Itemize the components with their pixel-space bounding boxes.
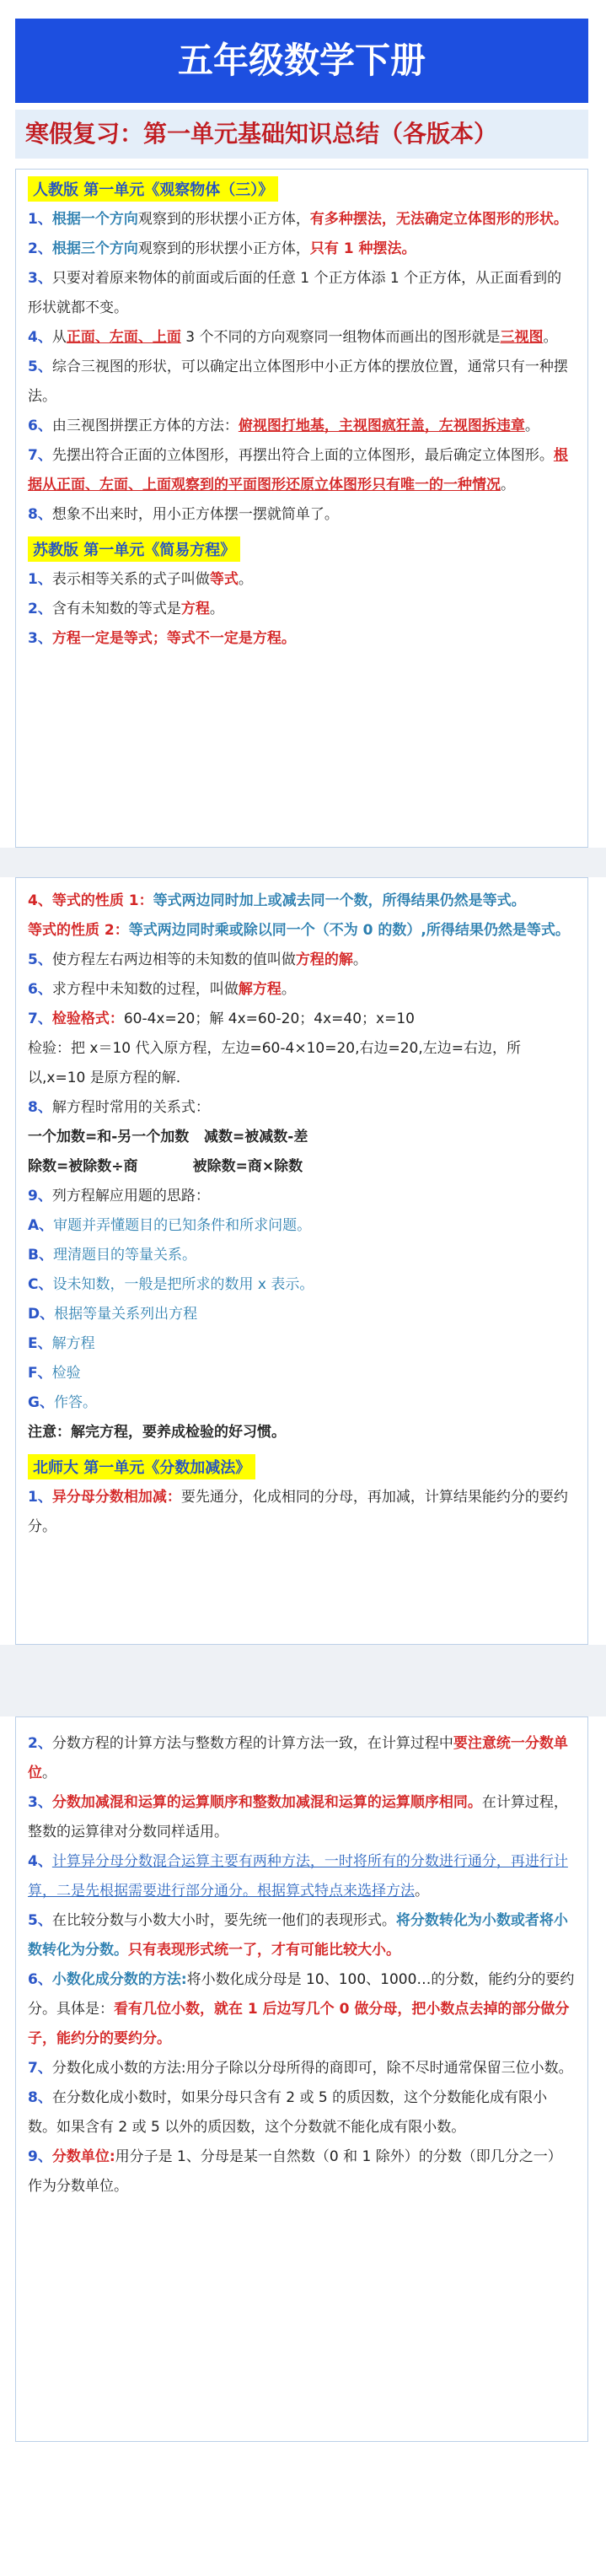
check-text: 检验：把 x＝10 代入原方程，左边=60-4×10=20,右边=20,左边=右边，所以,x=10 是原方程的解. [28,1040,522,1086]
summary-card-2 [15,877,588,1645]
list-item: 3、方程一定是等式；等式不一定是方程。 [28,630,296,647]
list-item: 8、想象不出来时，用小正方体摆一摆就简单了。 [28,506,339,523]
section-heading-rjb: 人教版 第一单元《观察物体（三）》 [28,176,278,202]
summary-card-1 [15,169,588,848]
list-item: 2、分数方程的计算方法与整数方程的计算方法一致，在计算过程中要注意统一分数单位。 [28,1735,568,1781]
list-item: 8、在分数化成小数时，如果分母只含有 2 或 5 的质因数，这个分数能化成有限小数。如果含有 2 或 5 以外的质因数，这个分数就不能化成有限小数。 [28,2089,548,2136]
section-heading-sjb: 苏教版 第一单元《简易方程》 [28,536,240,562]
list-item: 1、异分母分数相加减：要先通分，化成相同的分母，再加减，计算结果能约分的要约分。 [28,1489,568,1535]
list-item: 1、表示相等关系的式子叫做等式。 [28,571,253,588]
list-item: 5、使方程左右两边相等的未知数的值叫做方程的解。 [28,951,367,968]
step-item: D、根据等量关系列出方程 [28,1306,198,1323]
list-item: 1、根据一个方向观察到的形状摆小正方体，有多种摆法，无法确定立体图形的形状。 [28,211,568,228]
list-item: 5、综合三视图的形状，可以确定出立体图形中小正方体的摆放位置，通常只有一种摆法。 [28,358,568,405]
list-item: 2、根据三个方向观察到的形状摆小正方体，只有 1 种摆法。 [28,240,416,257]
list-item: 7、检验格式：60-4x=20；解 4x=60-20；4x=40；x=10 [28,1010,415,1027]
list-item: 4、从正面、左面、上面 3 个不同的方向观察同一组物体而画出的图形就是三视图。 [28,329,558,346]
relation-line: 除数=被除数÷商 被除数=商×除数 [28,1158,303,1175]
section-heading-bsd: 北师大 第一单元《分数加减法》 [28,1454,255,1479]
list-item: 3、只要对着原来物体的前面或后面的任意 1 个正方体添 1 个正方体，从正面看到的形状就都不变。 [28,270,562,316]
list-item: 7、分数化成小数的方法:用分子除以分母所得的商即可，除不尽时通常保留三位小数。 [28,2060,573,2077]
step-item: C、设未知数，一般是把所求的数用 x 表示。 [28,1276,314,1293]
list-item: 3、分数加减混和运算的运算顺序和整数加减混和运算的运算顺序相同。在计算过程，整数的运算律对分数同样适用。 [28,1794,568,1840]
list-item: 等式的性质 2：等式两边同时乘或除以同一个（不为 0 的数）,所得结果仍然是等式。 [28,922,570,939]
list-item: 6、小数化成分数的方法:将小数化成分母是 10、100、1000…的分数，能约分的要约分。具体是：看有几位小数，就在 1 后边写几个 0 做分母，把小数点去掉的部分做分子，能约分的要约分。 [28,1971,575,2047]
relation-line: 一个加数=和-另一个加数 减数=被减数-差 [28,1129,308,1145]
list-item: 6、由三视图拼摆正方体的方法：俯视图打地基，主视图疯狂盖，左视图拆违章。 [28,418,539,434]
list-item: 4、计算异分母分数混合运算主要有两种方法，一时将所有的分数进行通分，再进行计算，二是先根据需要进行部分通分。根据算式特点来选择方法。 [28,1853,568,1900]
step-item: E、解方程 [28,1335,95,1352]
list-item: 7、先摆出符合正面的立体图形，再摆出符合上面的立体图形，最后确定立体图形。根据从正面、左面、上面观察到的平面图形还原立体图形只有唯一的一种情况。 [28,447,568,493]
page-subtitle: 寒假复习：第一单元基础知识总结（各版本） [15,110,588,159]
list-item: 9、列方程解应用题的思路： [28,1188,210,1204]
list-item: 4、等式的性质 1：等式两边同时加上或减去同一个数，所得结果仍然是等式。 [28,892,526,909]
divider [0,1645,606,1716]
list-item: 2、含有未知数的等式是方程。 [28,601,224,617]
step-item: F、检验 [28,1365,81,1382]
divider [0,848,606,877]
note-text: 注意：解完方程，要养成检验的好习惯。 [28,1424,286,1441]
step-item: B、理清题目的等量关系。 [28,1247,196,1264]
step-item: A、审题并弄懂题目的已知条件和所求问题。 [28,1217,312,1234]
list-item: 9、分数单位:用分子是 1、分母是某一自然数（0 和 1 除外）的分数（即几分之一）作为分数单位。 [28,2148,562,2195]
list-item: 5、在比较分数与小数大小时，要先统一他们的表现形式。将分数转化为小数或者将小数转化为分数。只有表现形式统一了，才有可能比较大小。 [28,1912,568,1959]
summary-card-3 [15,1716,588,2442]
step-item: G、作答。 [28,1394,97,1411]
page-title: 五年级数学下册 [15,19,588,103]
list-item: 6、求方程中未知数的过程，叫做解方程。 [28,981,296,998]
list-item: 8、解方程时常用的关系式： [28,1099,210,1116]
